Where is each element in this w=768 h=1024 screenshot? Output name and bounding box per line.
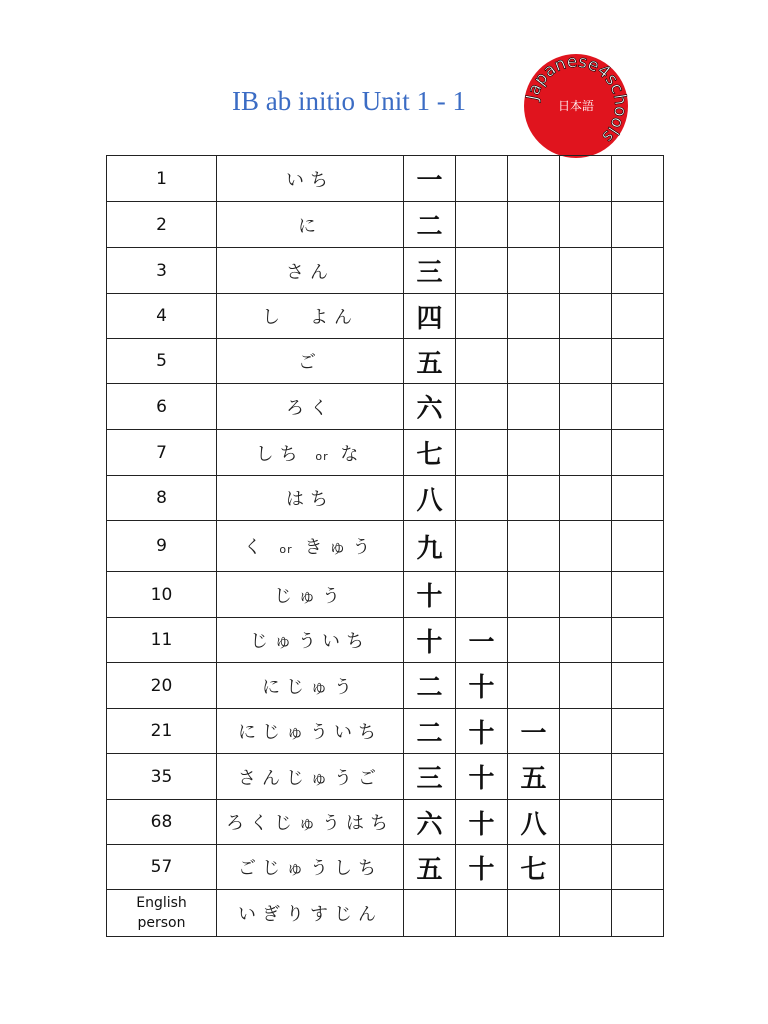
kanji-practice-cell	[560, 521, 612, 572]
table-row	[107, 248, 664, 294]
kanji-practice-cell: 六	[404, 800, 456, 845]
kanji-practice-cell: 五	[404, 845, 456, 890]
reading-text: さん	[286, 261, 334, 283]
kanji-practice-cell	[456, 476, 508, 521]
kanji-practice-cell: 四	[404, 294, 456, 339]
kanji-practice-cell	[560, 248, 612, 294]
kanji-practice-cell	[560, 202, 612, 248]
reading-cell	[217, 709, 404, 754]
kanji-practice-cell	[456, 572, 508, 618]
reading-text: ろく	[286, 397, 334, 419]
number-cell: 8	[107, 476, 217, 521]
kanji-practice-cell: 八	[508, 800, 560, 845]
number-cell: 21	[107, 709, 217, 754]
reading-cell	[217, 521, 404, 572]
reading-text: く	[243, 537, 268, 558]
reading-text: いぎりすじん	[238, 904, 382, 925]
kanji-practice-cell	[612, 339, 664, 384]
kanji-practice-cell	[612, 248, 664, 294]
kanji-practice-cell	[508, 156, 560, 202]
number-cell: 2	[107, 202, 217, 248]
logo-ring-text: Japanese4schools	[522, 52, 630, 147]
or-connector: or	[279, 543, 293, 556]
kanji-practice-cell	[560, 476, 612, 521]
number-cell: 7	[107, 430, 217, 476]
number-cell: 20	[107, 663, 217, 709]
reading-cell	[217, 156, 404, 202]
table-row	[107, 521, 664, 572]
kanji-practice-cell	[508, 339, 560, 384]
kanji-practice-cell	[560, 890, 612, 937]
numbers-table	[106, 155, 664, 937]
japanese4schools-logo	[522, 52, 630, 160]
kanji-practice-cell	[560, 800, 612, 845]
kanji-practice-cell: 二	[404, 202, 456, 248]
kanji-practice-cell: 一	[456, 618, 508, 663]
kanji-practice-cell: 十	[456, 663, 508, 709]
reading-text: しち	[255, 443, 304, 465]
number-cell: 5	[107, 339, 217, 384]
kanji-practice-cell	[508, 248, 560, 294]
kanji-practice-cell	[612, 890, 664, 937]
number-cell: 6	[107, 384, 217, 430]
kanji-practice-cell: 二	[404, 663, 456, 709]
kanji-practice-cell	[560, 430, 612, 476]
kanji-practice-cell: 三	[404, 248, 456, 294]
reading-cell	[217, 663, 404, 709]
table-row	[107, 618, 664, 663]
kanji-practice-cell	[612, 384, 664, 430]
table-row	[107, 572, 664, 618]
reading-cell	[217, 800, 404, 845]
kanji-practice-cell	[560, 339, 612, 384]
kanji-practice-cell: 三	[404, 754, 456, 800]
reading-text: ご	[298, 352, 322, 373]
number-cell: English person	[107, 890, 217, 937]
table-row	[107, 339, 664, 384]
kanji-practice-cell	[560, 845, 612, 890]
kanji-practice-cell	[456, 202, 508, 248]
reading-cell	[217, 572, 404, 618]
reading-cell	[217, 248, 404, 294]
table-row	[107, 384, 664, 430]
kanji-practice-cell: 十	[404, 618, 456, 663]
number-cell: 4	[107, 294, 217, 339]
kanji-practice-cell	[456, 521, 508, 572]
kanji-practice-cell	[612, 663, 664, 709]
kanji-practice-cell	[612, 800, 664, 845]
reading-cell	[217, 754, 404, 800]
table-row	[107, 709, 664, 754]
number-cell: 3	[107, 248, 217, 294]
reading-cell	[217, 618, 404, 663]
reading-text: はち	[286, 489, 334, 510]
reading-text: にじゅう	[262, 676, 358, 698]
kanji-practice-cell	[456, 248, 508, 294]
kanji-practice-cell: 十	[404, 572, 456, 618]
reading-text: きゅう	[304, 537, 377, 558]
reading-cell	[217, 845, 404, 890]
number-cell: 9	[107, 521, 217, 572]
number-cell: 68	[107, 800, 217, 845]
kanji-practice-cell	[508, 384, 560, 430]
kanji-practice-cell: 十	[456, 754, 508, 800]
kanji-practice-cell	[560, 663, 612, 709]
number-cell: 57	[107, 845, 217, 890]
kanji-practice-cell	[612, 430, 664, 476]
kanji-practice-cell	[612, 845, 664, 890]
kanji-practice-cell: 六	[404, 384, 456, 430]
kanji-practice-cell: 五	[404, 339, 456, 384]
kanji-practice-cell: 一	[508, 709, 560, 754]
or-connector: or	[315, 449, 329, 463]
number-cell: 11	[107, 618, 217, 663]
kanji-practice-cell	[404, 890, 456, 937]
kanji-practice-cell	[456, 430, 508, 476]
kanji-practice-cell	[612, 709, 664, 754]
kanji-practice-cell	[508, 572, 560, 618]
kanji-practice-cell	[612, 618, 664, 663]
kanji-practice-cell	[560, 709, 612, 754]
reading-text: にじゅういち	[238, 722, 382, 743]
number-cell: 10	[107, 572, 217, 618]
reading-cell	[217, 339, 404, 384]
page-title: IB ab initio Unit 1 - 1	[232, 86, 466, 116]
kanji-practice-cell: 二	[404, 709, 456, 754]
table-row	[107, 845, 664, 890]
kanji-practice-cell	[508, 521, 560, 572]
reading-text: に	[298, 215, 322, 237]
kanji-practice-cell	[560, 384, 612, 430]
kanji-practice-cell	[456, 384, 508, 430]
kanji-practice-cell	[508, 430, 560, 476]
reading-text: ろくじゅうはち	[226, 813, 394, 834]
logo-center-text: 日本語	[557, 99, 595, 113]
kanji-practice-cell	[560, 618, 612, 663]
kanji-practice-cell	[612, 202, 664, 248]
reading-text: いち	[286, 169, 334, 191]
kanji-practice-cell	[560, 754, 612, 800]
reading-cell	[217, 476, 404, 521]
reading-cell	[217, 294, 404, 339]
kanji-practice-cell: 八	[404, 476, 456, 521]
kanji-practice-cell	[456, 156, 508, 202]
kanji-practice-cell: 七	[404, 430, 456, 476]
number-cell: 35	[107, 754, 217, 800]
kanji-practice-cell	[560, 156, 612, 202]
reading-text: じゅう	[274, 585, 346, 607]
kanji-practice-cell: 七	[508, 845, 560, 890]
table-row	[107, 890, 664, 937]
table-row	[107, 754, 664, 800]
kanji-practice-cell	[612, 754, 664, 800]
reading-cell	[217, 202, 404, 248]
table-row	[107, 202, 664, 248]
kanji-practice-cell	[508, 663, 560, 709]
reading-cell	[217, 384, 404, 430]
reading-text: ごじゅうしち	[238, 858, 382, 879]
kanji-practice-cell	[560, 294, 612, 339]
reading-text: じゅういち	[250, 631, 370, 652]
kanji-practice-cell: 十	[456, 845, 508, 890]
table-row	[107, 156, 664, 202]
table-row	[107, 430, 664, 476]
kanji-practice-cell: 十	[456, 709, 508, 754]
kanji-practice-cell: 九	[404, 521, 456, 572]
kanji-practice-cell	[456, 890, 508, 937]
reading-text: し よん	[262, 307, 358, 328]
kanji-practice-cell	[508, 890, 560, 937]
kanji-practice-cell	[456, 294, 508, 339]
kanji-practice-cell: 十	[456, 800, 508, 845]
kanji-practice-cell	[508, 294, 560, 339]
kanji-practice-cell: 一	[404, 156, 456, 202]
kanji-practice-cell	[612, 156, 664, 202]
reading-text: さんじゅうご	[238, 767, 382, 789]
kanji-practice-cell	[612, 521, 664, 572]
kanji-practice-cell	[508, 618, 560, 663]
kanji-practice-cell	[560, 572, 612, 618]
number-cell: 1	[107, 156, 217, 202]
kanji-practice-cell	[612, 294, 664, 339]
kanji-practice-cell	[612, 476, 664, 521]
kanji-practice-cell: 五	[508, 754, 560, 800]
table-row	[107, 800, 664, 845]
table-row	[107, 476, 664, 521]
reading-text: な	[340, 443, 365, 465]
table-row	[107, 294, 664, 339]
table-row	[107, 663, 664, 709]
kanji-practice-cell	[508, 476, 560, 521]
kanji-practice-cell	[508, 202, 560, 248]
kanji-practice-cell	[456, 339, 508, 384]
kanji-practice-cell	[612, 572, 664, 618]
reading-cell	[217, 890, 404, 937]
reading-cell	[217, 430, 404, 476]
